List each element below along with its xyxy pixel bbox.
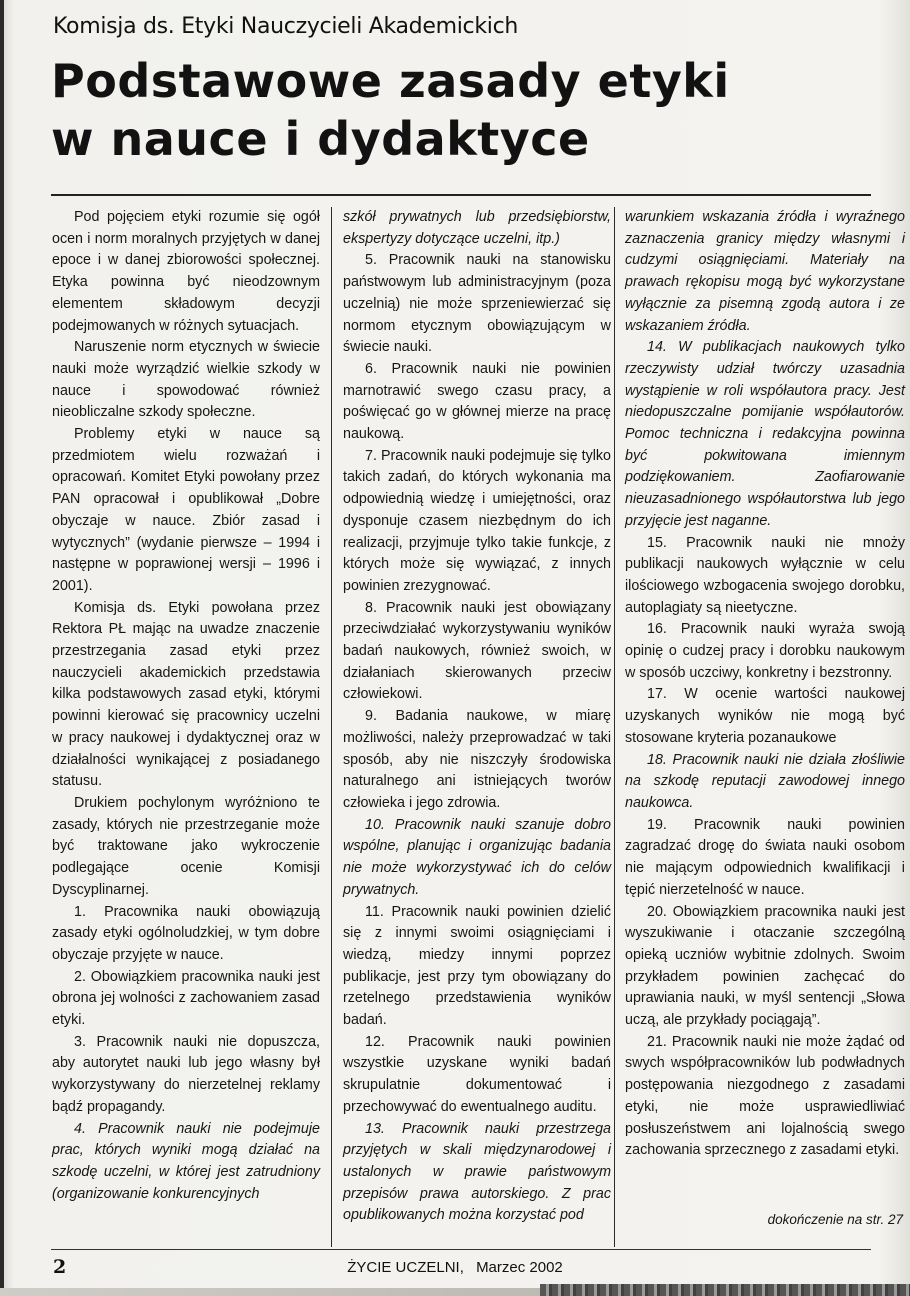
paragraph: 13. Pracownik nauki przestrzega przyjętych w skali międzynarodowej i ustalonych w prawie państwowym przepisów prawa autorskiego. Z prac opublikowanych można korzystać pod xyxy=(343,1120,611,1224)
paragraph: 5. Pracownik nauki na stanowisku państwowym lub administracyjnym (poza uczelnią) nie może sprzeniewierzać się normom etycznym obowiązującym w świecie nauki. xyxy=(343,252,611,356)
paragraph: Problemy etyki w nauce są przedmiotem wielu rozważań i opracowań. Komitet Etyki powołany przez PAN opracował i opublikował „Dobre obyczaje w nauce. Zbiór zasad i wytycznych” (wydanie pierwsze – 1994 i następne w poprawionej wersji – 1996 i 2001). xyxy=(52,426,320,594)
publication-footer xyxy=(0,1259,910,1276)
scan-artifact xyxy=(540,1284,910,1296)
footer-divider xyxy=(51,1249,871,1250)
binding-edge xyxy=(0,0,4,1296)
paragraph: 12. Pracownik nauki powinien wszystkie uzyskane wyniki badań skrupulatnie dokumentować i przechowywać do ewentualnego auditu. xyxy=(343,1033,611,1115)
paragraph: 21. Pracownik nauki nie może żądać od swych współpracowników lub podwładnych postępowania niezgodnego z zasadami etyki, nie może usprawiedliwiać posłuszeństwem ani lojalnością swego zachowania sprzecznego z zasadami etyki. xyxy=(625,1033,905,1159)
continuation-note: dokończenie na str. 27 xyxy=(767,1212,903,1227)
kicker-heading: Komisja ds. Etyki Nauczycieli Akademickich xyxy=(53,14,519,39)
paragraph: warunkiem wskazania źródła i wyraźnego zaznaczenia granicy między własnymi i cudzymi osiągnięciami. Materiały na prawach rękopisu mogą być wykorzystane wyłącznie za pisemną zgodą autora i ze wskazaniem źródła. xyxy=(625,209,905,334)
paragraph: Naruszenie norm etycznych w świecie nauki może wyrządzić wielkie szkody w nauce i spowodować również nieobliczalne szkody społeczne. xyxy=(52,339,320,421)
article-title-line-1: Podstawowe zasady etyki xyxy=(51,54,730,108)
paragraph: 3. Pracownik nauki nie dopuszcza, aby autorytet nauki lub jego własny był wykorzystywany do nierzetelnej reklamy bądź propagandy. xyxy=(52,1033,320,1115)
paragraph: 8. Pracownik nauki jest obowiązany przeciwdziałać wykorzystywaniu wyników badań naukowych, również swoich, w działaniach skierowanych przeciw człowiekowi. xyxy=(343,599,611,703)
text-column-3 xyxy=(625,207,905,1162)
paragraph: 10. Pracownik nauki szanuje dobro wspólne, planując i organizując badania nie może wykorzystywać ich do celów prywatnych. xyxy=(343,816,611,898)
paragraph: Pod pojęciem etyki rozumie się ogół ocen i norm moralnych przyjętych w danej epoce i w danej zbiorowości społecznej. Etyka powinna być nieodzownym elementem składowym decyzji podejmowanych w różnych sytuacjach. xyxy=(52,209,320,334)
paragraph: 4. Pracownik nauki nie podejmuje prac, których wyniki mogą działać na szkodę uczelni, w której jest zatrudniony (organizowanie konkurencyjnych xyxy=(52,1120,320,1202)
column-divider xyxy=(614,207,615,1247)
page-number: 2 xyxy=(53,1256,67,1278)
paragraph: 15. Pracownik nauki nie mnoży publikacji naukowych wyłącznie w celu ilościowego wzbogacenia swojego dorobku, autoplagiaty są nieetyczne. xyxy=(625,534,905,616)
text-column-2 xyxy=(343,207,611,1227)
paragraph: 1. Pracownika nauki obowiązują zasady etyki ogólnoludzkiej, w tym dobre obyczaje przyjęte w nauce. xyxy=(52,903,320,963)
paragraph: 11. Pracownik nauki powinien dzielić się z innymi swoimi osiągnięciami i wiedzą, miedzy innymi poprzez publikacje, jest przy tym obowiązany do rzetelnego przedstawienia wyników badań. xyxy=(343,903,611,1029)
scan-edge xyxy=(0,1288,540,1296)
column-divider xyxy=(331,207,332,1247)
text-column-1 xyxy=(52,207,320,1205)
paragraph: szkół prywatnych lub przedsiębiorstw, ekspertyzy dotyczące uczelni, itp.) xyxy=(343,209,611,247)
paragraph: 2. Obowiązkiem pracownika nauki jest obrona jej wolności z zachowaniem zasad etyki. xyxy=(52,968,320,1029)
paragraph: Drukiem pochylonym wyróżniono te zasady, których nie przestrzeganie może być traktowane jako wykroczenie podlegające ocenie Komisji Dyscyplinarnej. xyxy=(52,794,320,898)
paragraph: 20. Obowiązkiem pracownika nauki jest wyszukiwanie i otaczanie szczególną opieką uczniów wybitnie zdolnych. Swoim przykładem powinien zachęcać do uprawiania nauki, w myśl sentencji „Słowa uczą, ale przykłady pociągają”. xyxy=(625,903,905,1029)
paragraph: 7. Pracownik nauki podejmuje się tylko takich zadań, do których wykonania ma odpowiednią wiedzę i umiejętności, oraz dysponuje czasem niezbędnym do ich realizacji, przyjmuje tylko takie funkcje, z których może się wywiązać, z innych powinien zrezygnować. xyxy=(343,447,611,594)
article-title xyxy=(51,52,901,168)
paragraph: 14. W publikacjach naukowych tylko rzeczywisty udział twórczy uzasadnia wystąpienie w roli współautora pracy. Jest niedopuszczalne pomijanie współautorów. Pomoc techniczna i redakcyjna powinna być pokwitowana imiennym podziękowaniem. Zaofiarowanie nieuzasadnionego współautorstwa lub jego przyjęcie jest naganne. xyxy=(625,339,905,529)
paragraph: 9. Badania naukowe, w miarę możliwości, należy przeprowadzać w taki sposób, aby nie niszczyły środowiska naturalnego ani istniejących tworów człowieka i jego zdrowia. xyxy=(343,708,611,811)
paragraph: 16. Pracownik nauki wyraża swoją opinię o cudzej pracy i dorobku naukowym w sposób uczciwy, konkretny i bezstronny. xyxy=(625,621,905,681)
paragraph: 18. Pracownik nauki nie działa złośliwie na szkodę reputacji zawodowej innego naukowca. xyxy=(625,751,905,811)
title-divider xyxy=(51,194,871,196)
publication-name: ŻYCIE UCZELNI, xyxy=(347,1259,464,1276)
paragraph: 6. Pracownik nauki nie powinien marnotrawić swego czasu pracy, a poświęcać go w głównej mierze na pracę naukową. xyxy=(343,360,611,443)
article-title-line-2: w nauce i dydaktyce xyxy=(51,112,590,166)
paragraph: 19. Pracownik nauki powinien zagradzać drogę do świata nauki osobom nie mającym odpowiednich kwalifikacji i tępić nierzetelność w nauce. xyxy=(625,816,905,898)
paragraph: 17. W ocenie wartości naukowej uzyskanych wyników nie mogą być stosowane kryteria pozanaukowe xyxy=(625,686,905,746)
paragraph: Komisja ds. Etyki powołana przez Rektora PŁ mając na uwadze znaczenie przestrzegania zasad etyki przez nauczycieli akademickich przedstawia kilka podstawowych zasad etyki, którymi powinni kierować się pracownicy uczelni w pracy naukowej i dydaktycznej oraz w działalności wynikającej z posiadanego statusu. xyxy=(52,599,320,790)
issue-date: Marzec 2002 xyxy=(476,1259,563,1276)
